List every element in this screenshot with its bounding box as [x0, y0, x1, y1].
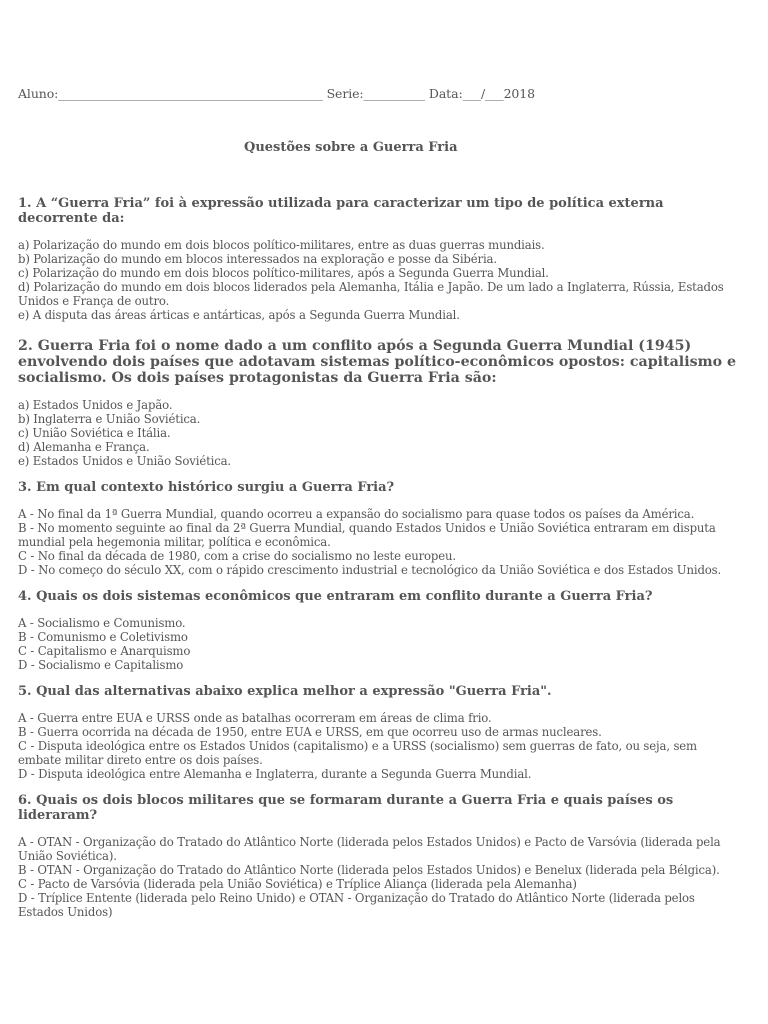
option: A - Guerra entre EUA e URSS onde as batalhas ocorreram em áreas de clima frio. [18, 711, 492, 725]
option: D - No começo do século XX, com o rápido crescimento industrial e tecnológico da União Soviética e dos Estados Unidos. [18, 563, 722, 577]
option: c) União Soviética e Itália. [18, 426, 171, 440]
option: b) Polarização do mundo em blocos interessados na exploração e posse da Sibéria. [18, 252, 497, 266]
question-2-options [18, 398, 738, 468]
option: a) Estados Unidos e Japão. [18, 398, 173, 412]
option: A - No final da 1ª Guerra Mundial, quando ocorreu a expansão do socialismo para quase todos os países da América. [18, 507, 695, 521]
option: A - Socialismo e Comunismo. [18, 616, 186, 630]
page-title: Questões sobre a Guerra Fria [244, 140, 458, 155]
option: a) Polarização do mundo em dois blocos político-militares, entre as duas guerras mundiais. [18, 238, 545, 252]
option: e) A disputa das áreas árticas e antárticas, após a Segunda Guerra Mundial. [18, 308, 460, 322]
question-1-text: 1. A “Guerra Fria” foi à expressão utilizada para caracterizar um tipo de política externa decorrente da: [18, 196, 664, 226]
option: B - OTAN - Organização do Tratado do Atlântico Norte (liderada pelos Estados Unidos) e Benelux (liderada pela Bélgica). [18, 863, 720, 877]
question-4-text: 4. Quais os dois sistemas econômicos que entraram em conflito durante a Guerra Fria? [18, 589, 653, 604]
question-5 [18, 684, 738, 781]
question-3-options [18, 507, 738, 577]
question-2-text: 2. Guerra Fria foi o nome dado a um conflito após a Segunda Guerra Mundial (1945) envolvendo dois países que adotavam sistemas político-econômicos opostos: capitalismo e socialismo. Os dois países protagonistas da Guerra Fria são: [18, 338, 737, 386]
question-1-options [18, 238, 738, 322]
option: C - No final da década de 1980, com a crise do socialismo no leste europeu. [18, 549, 456, 563]
option: A - OTAN - Organização do Tratado do Atlântico Norte (liderada pelos Estados Unidos) e Pacto de Varsóvia (liderada pela União Soviética). [18, 835, 721, 863]
option: d) Alemanha e França. [18, 440, 150, 454]
question-5-options [18, 711, 738, 781]
question-5-text: 5. Qual das alternativas abaixo explica melhor a expressão "Guerra Fria". [18, 684, 552, 699]
option: C - Pacto de Varsóvia (liderada pela União Soviética) e Tríplice Aliança (liderada pela Alemanha) [18, 877, 577, 891]
option: D - Socialismo e Capitalismo [18, 658, 184, 672]
question-3 [18, 480, 738, 577]
question-4-options [18, 616, 738, 672]
option: C - Disputa ideológica entre os Estados Unidos (capitalismo) e a URSS (socialismo) sem guerras de fato, ou seja, sem embate militar direto entre os dois países. [18, 739, 697, 767]
question-list [18, 196, 738, 919]
question-6-text: 6. Quais os dois blocos militares que se formaram durante a Guerra Fria e quais países os lideraram? [18, 793, 674, 823]
question-2 [18, 338, 738, 468]
question-6-options [18, 835, 738, 919]
option: B - Comunismo e Coletivismo [18, 630, 188, 644]
question-1 [18, 196, 738, 322]
option: b) Inglaterra e União Soviética. [18, 412, 201, 426]
option: d) Polarização do mundo em dois blocos liderados pela Alemanha, Itália e Japão. De um lado a Inglaterra, Rússia, Estados Unidos e França de outro. [18, 280, 724, 308]
option: B - Guerra ocorrida na década de 1950, entre EUA e URSS, em que ocorreu uso de armas nucleares. [18, 725, 602, 739]
option: C - Capitalismo e Anarquismo [18, 644, 191, 658]
option: D - Tríplice Entente (liderada pelo Reino Unido) e OTAN - Organização do Tratado do Atlântico Norte (liderada pelos Estados Unidos) [18, 891, 695, 919]
option: B - No momento seguinte ao final da 2ª Guerra Mundial, quando Estados Unidos e União Soviética entraram em disputa mundial pela hegemonia militar, política e econômica. [18, 521, 716, 549]
option: c) Polarização do mundo em dois blocos político-militares, após a Segunda Guerra Mundial. [18, 266, 549, 280]
option: D - Disputa ideológica entre Alemanha e Inglaterra, durante a Segunda Guerra Mundial. [18, 767, 532, 781]
question-3-text: 3. Em qual contexto histórico surgiu a Guerra Fria? [18, 480, 395, 495]
option: e) Estados Unidos e União Soviética. [18, 454, 231, 468]
question-6 [18, 793, 738, 919]
question-4 [18, 589, 738, 672]
student-info-line: Aluno:___________________________________________ Serie:__________ Data:___/___2018 [18, 86, 535, 101]
